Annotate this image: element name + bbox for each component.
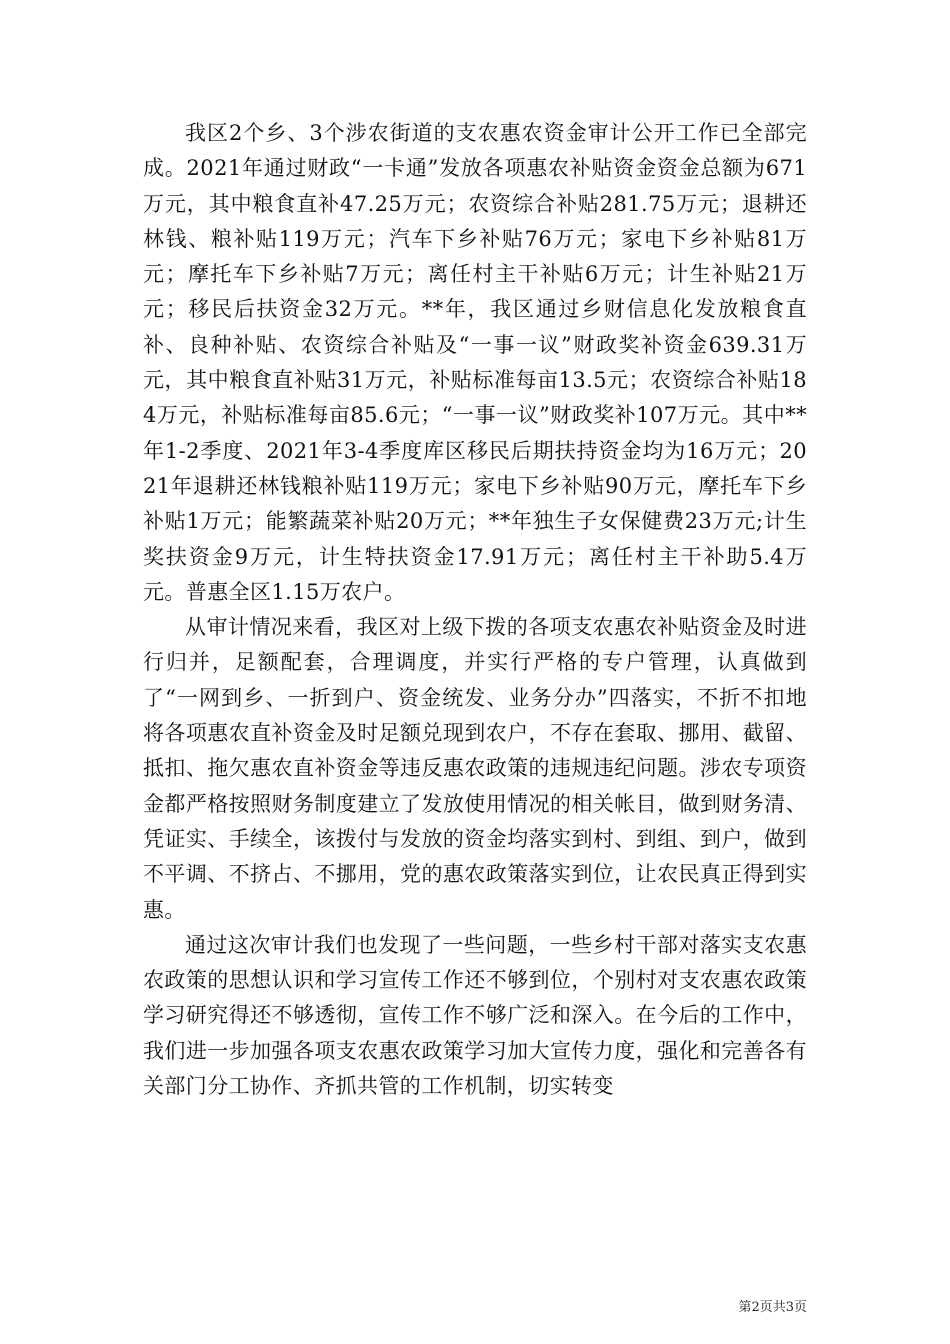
paragraph-2: 从审计情况来看，我区对上级下拨的各项支农惠农补贴资金及时进行归并，足额配套，合理调度，并实行严格的专户管理，认真做到了“一网到乡、一折到户、资金统发、业务分办”四落实，不折不扣地将各项惠农直补资金及时足额兑现到农户，不存在套取、挪用、截留、抵扣、拖欠惠农直补资金等违反惠农政策的违规违纪问题。涉农专项资金都严格按照财务制度建立了发放使用情况的相关帐目，做到财务清、凭证实、手续全，该拨付与发放的资金均落实到村、到组、到户，做到不平调、不挤占、不挪用，党的惠农政策落实到位，让农民真正得到实惠。	[143, 615, 807, 922]
paragraph-1: 我区2个乡、3个涉农街道的支农惠农资金审计公开工作已全部完成。2021年通过财政“一卡通”发放各项惠农补贴资金资金总额为671万元，其中粮食直补47.25万元；农资综合补贴281.75万元；退耕还林钱、粮补贴119万元；汽车下乡补贴76万元；家电下乡补贴81万元；摩托车下乡补贴7万元；离任村主干补贴6万元；计生补贴21万元；移民后扶资金32万元。**年，我区通过乡财信息化发放粮食直补、良种补贴、农资综合补贴及“一事一议”财政奖补资金639.31万元，其中粮食直补贴31万元，补贴标准每亩13.5元；农资综合补贴184万元，补贴标准每亩85.6元；“一事一议”财政奖补107万元。其中**年1-2季度、2021年3-4季度库区移民后期扶持资金均为16万元；2021年退耕还林钱粮补贴119万元；家电下乡补贴90万元，摩托车下乡补贴1万元；能繁蔬菜补贴20万元；**年独生子女保健费23万元;计生奖扶资金9万元，计生特扶资金17.91万元；离任村主干补助5.4万元。普惠全区1.15万农户。	[143, 121, 807, 604]
body-text	[143, 116, 807, 1104]
paragraph-3: 通过这次审计我们也发现了一些问题，一些乡村干部对落实支农惠农政策的思想认识和学习宣传工作还不够到位，个别村对支农惠农政策学习研究得还不够透彻，宣传工作不够广泛和深入。在今后的工作中，我们进一步加强各项支农惠农政策学习加大宣传力度，强化和完善各有关部门分工协作、齐抓共管的工作机制，切实转变	[143, 932, 807, 1099]
page-number: 第2页共3页	[738, 1300, 807, 1315]
